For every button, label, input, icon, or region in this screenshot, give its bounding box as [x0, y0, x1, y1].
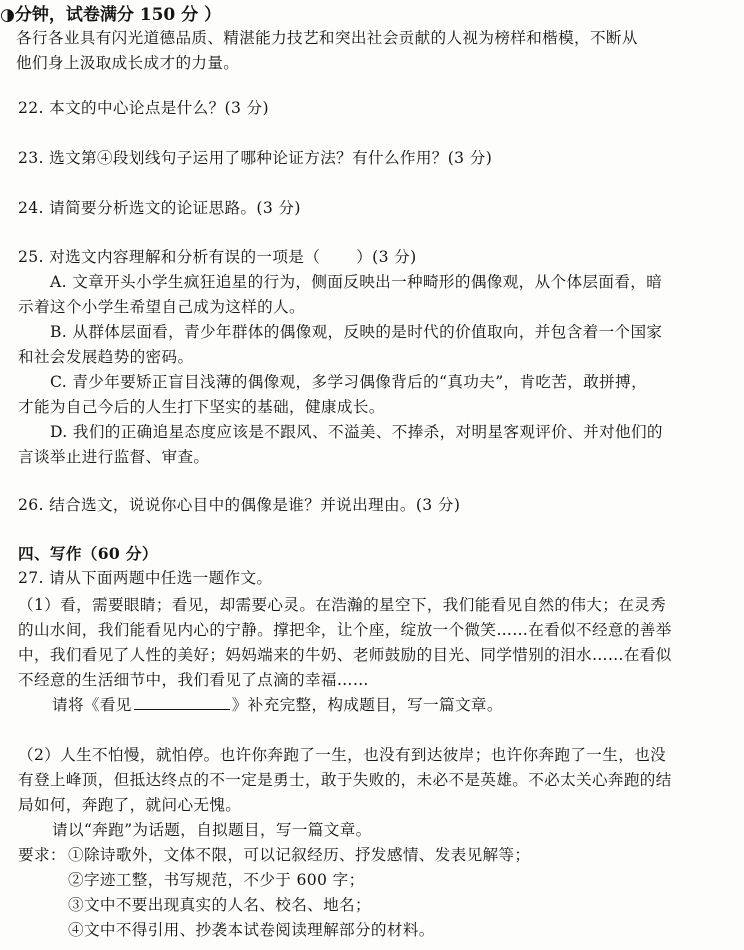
question-22: 22. 本文的中心论点是什么？(3 分) [18, 99, 269, 117]
requirement-2: ②字迹工整，书写规范，不少于 600 字； [68, 871, 365, 889]
topic1-line-1: （1）看，需要眼睛；看见，却需要心灵。在浩瀚的星空下，我们能看见自然的伟大；在灵秀 [18, 596, 667, 614]
topic1-line-3: 中，我们看见了人性的美好；妈妈端来的牛奶、老师鼓励的目光、同学惜别的泪水……在看似 [18, 646, 672, 664]
topic1-task: 请将《看见 》补充完整，构成题目，写一篇文章。 [52, 693, 503, 718]
page-header: ◑分钟，试卷满分 150 分 ） [0, 5, 222, 25]
option-d-line-1: D. 我们的正确追星态度应该是不跟风、不溢美、不捧杀，对明星客观评价、并对他们的 [50, 423, 663, 441]
option-a-line-1: A. 文章开头小学生疯狂追星的行为，侧面反映出一种畸形的偶像观，从个体层面看，暗 [50, 273, 663, 291]
title-fill-blank [134, 693, 230, 710]
question-26: 26. 结合选文，说说你心目中的偶像是谁？并说出理由。(3 分) [18, 496, 461, 514]
option-a-line-2: 示着这个小学生希望自己成为这样的人。 [18, 298, 305, 316]
question-27: 27. 请从下面两题中任选一题作文。 [18, 569, 273, 587]
topic2-line-2: 有登上峰顶，但抵达终点的不一定是勇士，敢于失败的，未必不是英雄。不必太关心奔跑的结 [18, 771, 672, 789]
topic1-line-2: 的山水间，我们能看见内心的宁静。撑把伞，让个座，绽放一个微笑……在看似不经意的善举 [18, 621, 672, 639]
option-b-line-2: 和社会发展趋势的密码。 [18, 348, 194, 366]
passage-line-1: 各行各业具有闪光道德品质、精湛能力技艺和突出社会贡献的人视为榜样和楷模，不断从 [16, 29, 638, 47]
topic1-line-4: 不经意的生活细节中，我们看见了点滴的幸福…… [18, 671, 369, 689]
topic2-line-1: （2）人生不怕慢，就怕停。也许你奔跑了一生，也没有到达彼岸；也许你奔跑了一生，也没 [18, 746, 667, 764]
option-b-line-1: B. 从群体层面看，青少年群体的偶像观，反映的是时代的价值取向，并包含着一个国家 [50, 323, 663, 341]
requirements-label: 要求： [18, 846, 66, 864]
header-circle-icon: ◑ [0, 5, 15, 25]
requirement-3: ③文中不要出现真实的人名、校名、地名； [68, 896, 371, 914]
topic2-line-3: 局如何，奔跑了，就问心无愧。 [18, 796, 242, 814]
option-c-line-1: C. 青少年要矫正盲目浅薄的偶像观，多学习偶像背后的“真功夫”，肯吃苦，敢拼搏， [50, 373, 648, 391]
topic2-task: 请以“奔跑”为话题，自拟题目，写一篇文章。 [52, 821, 372, 839]
question-23: 23. 选文第④段划线句子运用了哪种论证方法？有什么作用？(3 分) [18, 149, 493, 167]
requirement-1: ①除诗歌外，文体不限，可以记叙经历、抒发感情、发表见解等； [68, 846, 531, 864]
question-24: 24. 请简要分析选文的论证思路。(3 分) [18, 199, 301, 217]
option-c-line-2: 才能为自己今后的人生打下坚实的基础，健康成长。 [18, 398, 385, 416]
requirement-4: ④文中不得引用、抄袭本试卷阅读理解部分的材料。 [68, 921, 435, 939]
option-d-line-2: 言谈举止进行监督、审查。 [18, 448, 210, 466]
section-writing-heading: 四、写作（60 分） [18, 544, 158, 563]
passage-line-2: 他们身上汲取成长成才的力量。 [16, 54, 240, 72]
question-25-stem: 25. 对选文内容理解和分析有误的一项是（ ）(3 分) [18, 248, 417, 266]
